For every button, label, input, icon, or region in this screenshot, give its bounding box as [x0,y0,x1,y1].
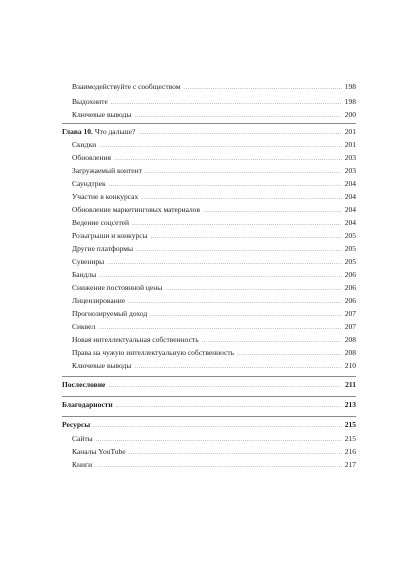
toc-entry-label: Благодарности [62,400,113,409]
toc-entry-label: Ведение соцсетей [72,218,130,227]
toc-entry-page: 216 [344,447,356,456]
toc-entry-label: Обновление маркетинговых материалов [72,205,201,214]
toc-entry[interactable] [72,138,356,151]
toc-entry[interactable] [72,458,356,471]
toc-entry-page: 206 [344,270,356,279]
toc-entry-page: 206 [344,283,356,292]
toc-entry[interactable] [72,95,356,108]
toc-entry-label: Лицензирование [72,296,126,305]
toc-entry[interactable] [72,229,356,242]
toc-entry-label: Книги [72,460,93,469]
toc-entry[interactable] [72,445,356,458]
toc-entry[interactable] [72,346,356,359]
toc-entry[interactable] [72,281,356,294]
toc-entry-page: 205 [344,257,356,266]
toc-entry-page: 211 [345,380,356,389]
toc-entry-page: 215 [344,420,356,429]
toc-entry[interactable] [72,268,356,281]
toc-entry[interactable] [72,294,356,307]
toc-entry-page: 198 [344,97,356,106]
toc-entry-label: Права на чужую интеллектуальную собственность [72,348,235,357]
toc-entry-label: Скидки [72,140,97,149]
toc-entry[interactable] [72,80,356,93]
toc-entry[interactable] [72,164,356,177]
toc-entry[interactable] [72,151,356,164]
toc-entry-label: Ключевые выводы [72,110,132,119]
dot-leader [134,361,341,374]
dot-leader [183,82,341,95]
dot-leader [108,380,342,393]
toc-entry-label: Сиквел [72,322,96,331]
toc-entry-page: 217 [344,460,356,469]
toc-entry-page: 200 [344,110,356,119]
toc-entry-label: Сувениры [72,257,105,266]
toc-entry-label: Каналы YouTube [72,447,126,456]
toc-entry-label: Снижение постоянной цены [72,283,163,292]
chapter-title: Что дальше? [94,127,136,136]
toc-section-afterword[interactable] [62,378,356,391]
toc-entry[interactable] [72,242,356,255]
toc-entry-label: Прогнозируемый доход [72,309,148,318]
toc-chapter-heading[interactable] [62,125,356,138]
toc-entry-label: Взаимодействуйте с сообществом [72,82,181,91]
toc-entry[interactable] [72,108,356,121]
toc-entry-page: 204 [344,205,356,214]
toc-entry[interactable] [72,432,356,445]
toc-entry-page: 203 [344,166,356,175]
toc-entry-label: Новая интеллектуальная собственность [72,335,199,344]
toc-entry-page: 210 [344,361,356,370]
toc-entry[interactable] [72,203,356,216]
toc-entry-page: 198 [344,82,356,91]
toc-entry-label: Послесловие [62,380,106,389]
toc-entry-label: Саундтрек [72,179,106,188]
toc-entry-page: 205 [344,244,356,253]
toc-entry[interactable] [72,216,356,229]
toc-section-resources[interactable] [62,418,356,431]
toc-entry-page: 206 [344,296,356,305]
section-divider [62,123,356,124]
toc-entry-page: 204 [344,192,356,201]
toc-entry-label: Обновления [72,153,111,162]
toc-entry-page: 201 [344,140,356,149]
toc-entry-label: Ключевые выводы [72,361,132,370]
toc-entry[interactable] [72,255,356,268]
toc-entry-label: Ресурсы [62,420,91,429]
toc-entry-label: Участие в конкурсах [72,192,139,201]
toc-entry-label: Другие платформы [72,244,134,253]
toc-entry-page: 215 [344,434,356,443]
toc-entry-page: 204 [344,179,356,188]
toc-entry[interactable] [72,359,356,372]
dot-leader [116,400,342,413]
toc-entry-page: 208 [344,348,356,357]
toc-section-acknowledgements[interactable] [62,398,356,411]
dot-leader [95,460,342,473]
toc-entry-page: 203 [344,153,356,162]
toc-entry-page: 205 [344,231,356,240]
toc-entry-label: Розыгрыши и конкурсы [72,231,148,240]
section-divider [62,416,356,417]
toc-entry-page: 201 [344,127,356,136]
toc-entry[interactable] [72,320,356,333]
toc-entry-page: 204 [344,218,356,227]
toc-entry-label: Бандлы [72,270,97,279]
toc-entry-label: Выдохните [72,97,108,106]
chapter-number: Глава 10. [62,127,93,136]
toc-entry-page: 207 [344,322,356,331]
toc-entry-page: 207 [344,309,356,318]
toc-entry-label: Загружаемый контент [72,166,142,175]
section-divider [62,396,356,397]
section-divider [62,376,356,377]
toc-entry-label: Сайты [72,434,93,443]
toc-entry-page: 213 [344,400,356,409]
dot-leader [134,110,341,123]
toc-entry[interactable] [72,307,356,320]
toc-entry[interactable] [72,190,356,203]
toc-entry-page: 208 [344,335,356,344]
toc-entry[interactable] [72,333,356,346]
toc-entry[interactable] [72,177,356,190]
